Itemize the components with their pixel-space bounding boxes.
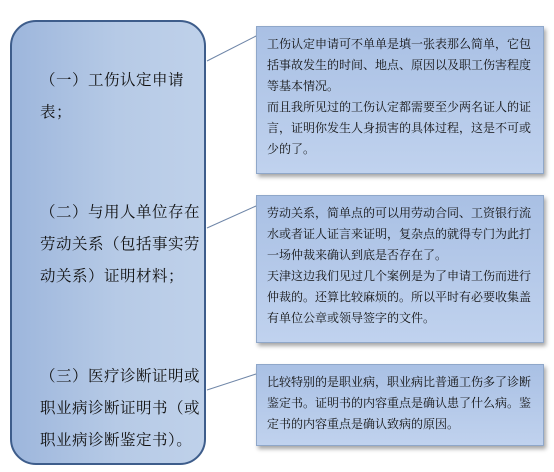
connector-line-2: [207, 206, 256, 228]
requirement-item-3: （三）医疗诊断证明或职业病诊断证明书（或职业病诊断鉴定书）。: [40, 367, 201, 449]
requirement-item-1: （一）工伤认定申请表；: [40, 71, 185, 121]
callout-medical-proof: [256, 364, 544, 446]
callout-paragraph: 天津这边我们见过几个案例是为了申请工伤而进行仲裁的。还算比较麻烦的。所以平时有必要收集盖有单位公章或领导签字的文件。: [267, 269, 532, 325]
callout-paragraph: 而且我所见过的工伤认定都需要至少两名证人的证言，证明你发生人身损害的具体过程，这是不可或少的了。: [267, 100, 532, 156]
callout-paragraph: 比较特别的是职业病，职业病比普通工伤多了诊断鉴定书。证明书的内容重点是确认患了什么病。鉴定书的内容重点是确认致病的原因。: [267, 375, 532, 431]
connector-line-1: [207, 36, 256, 61]
callout-paragraph: 工伤认定申请可不单单是填一张表那么简单，它包括事故发生的时间、地点、原因以及职工伤害程度等基本情况。: [267, 37, 532, 93]
callout-paragraph: 劳动关系，简单点的可以用劳动合同、工资银行流水或者证人证言来证明，复杂点的就得专门为此打一场仲裁来确认到底是否存在了。: [267, 206, 532, 262]
callout-labor-relation: [256, 195, 544, 343]
connector-line-3: [207, 374, 256, 390]
requirement-item-2: （二）与用人单位存在劳动关系（包括事实劳动关系）证明材料；: [40, 203, 201, 285]
callout-application-form: [256, 26, 544, 174]
